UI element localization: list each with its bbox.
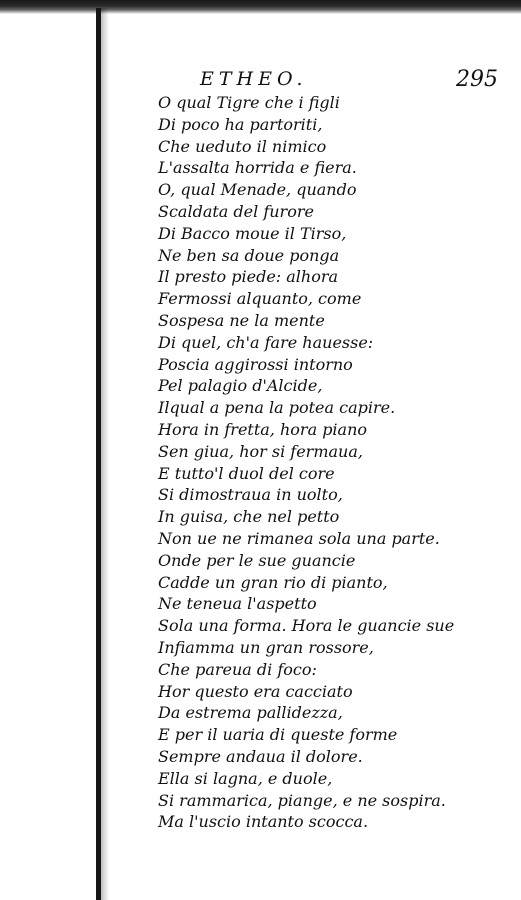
verse-line: Che pareua di foco: [158, 659, 317, 679]
page-number: 295 [456, 67, 498, 92]
verse-line: Che ueduto il nimico [158, 136, 327, 156]
verse-line: Da estrema pallidezza, [158, 703, 343, 723]
running-head: ETHEO. [200, 68, 308, 90]
verse-line: Di Bacco moue il Tirso, [158, 223, 347, 243]
page-top-edge [0, 0, 521, 14]
verse-text [158, 92, 454, 833]
verse-line: Di quel, ch'a fare hauesse: [158, 332, 374, 352]
verse-line: O, qual Menade, quando [158, 180, 357, 200]
verse-line: Cadde un gran rio di pianto, [158, 572, 388, 592]
verse-line: Si rammarica, piange, e ne sospira. [158, 790, 446, 810]
verse-line: Ella si lagna, e duole, [158, 768, 333, 788]
verse-line: In guisa, che nel petto [158, 507, 340, 527]
verse-line: Infiamma un gran rossore, [158, 637, 374, 657]
gutter-shadow [101, 8, 109, 900]
verse-line: Sospesa ne la mente [158, 310, 325, 330]
verse-line: Ne ben sa doue ponga [158, 245, 340, 265]
verse-line: E per il uaria di queste forme [158, 725, 398, 745]
verse-line: O qual Tigre che i figli [158, 93, 340, 112]
verse-line: Pel palagio d'Alcide, [158, 376, 323, 396]
verse-line: Il presto piede: alhora [158, 267, 339, 287]
verse-line: Sempre andaua il dolore. [158, 746, 363, 766]
verse-line: Hor questo era cacciato [158, 681, 353, 701]
verse-line: Sen giua, hor si fermaua, [158, 441, 363, 461]
verse-line: Ma l'uscio intanto scocca. [158, 812, 369, 832]
verse-line: Non ue ne rimanea sola una parte. [158, 528, 440, 548]
verse-line: Poscia aggirossi intorno [158, 354, 353, 374]
verse-line: Sola una forma. Hora le guancie sue [158, 616, 455, 636]
verse-line: L'assalta horrida e fiera. [158, 158, 357, 178]
verse-line: Si dimostraua in uolto, [158, 485, 343, 505]
verse-line: Ne teneua l'aspetto [158, 594, 317, 614]
left-page-margin [0, 14, 96, 900]
verse-line: E tutto'l duol del core [158, 463, 335, 483]
verse-line: Scaldata del furore [158, 201, 314, 221]
verse-line: Fermossi alquanto, come [158, 289, 362, 309]
verse-line: Ilqual a pena la potea capire. [158, 398, 396, 418]
verse-line: Onde per le sue guancie [158, 550, 356, 570]
verse-line: Hora in fretta, hora piano [158, 419, 368, 439]
verse-line: Di poco ha partoriti, [158, 114, 323, 134]
